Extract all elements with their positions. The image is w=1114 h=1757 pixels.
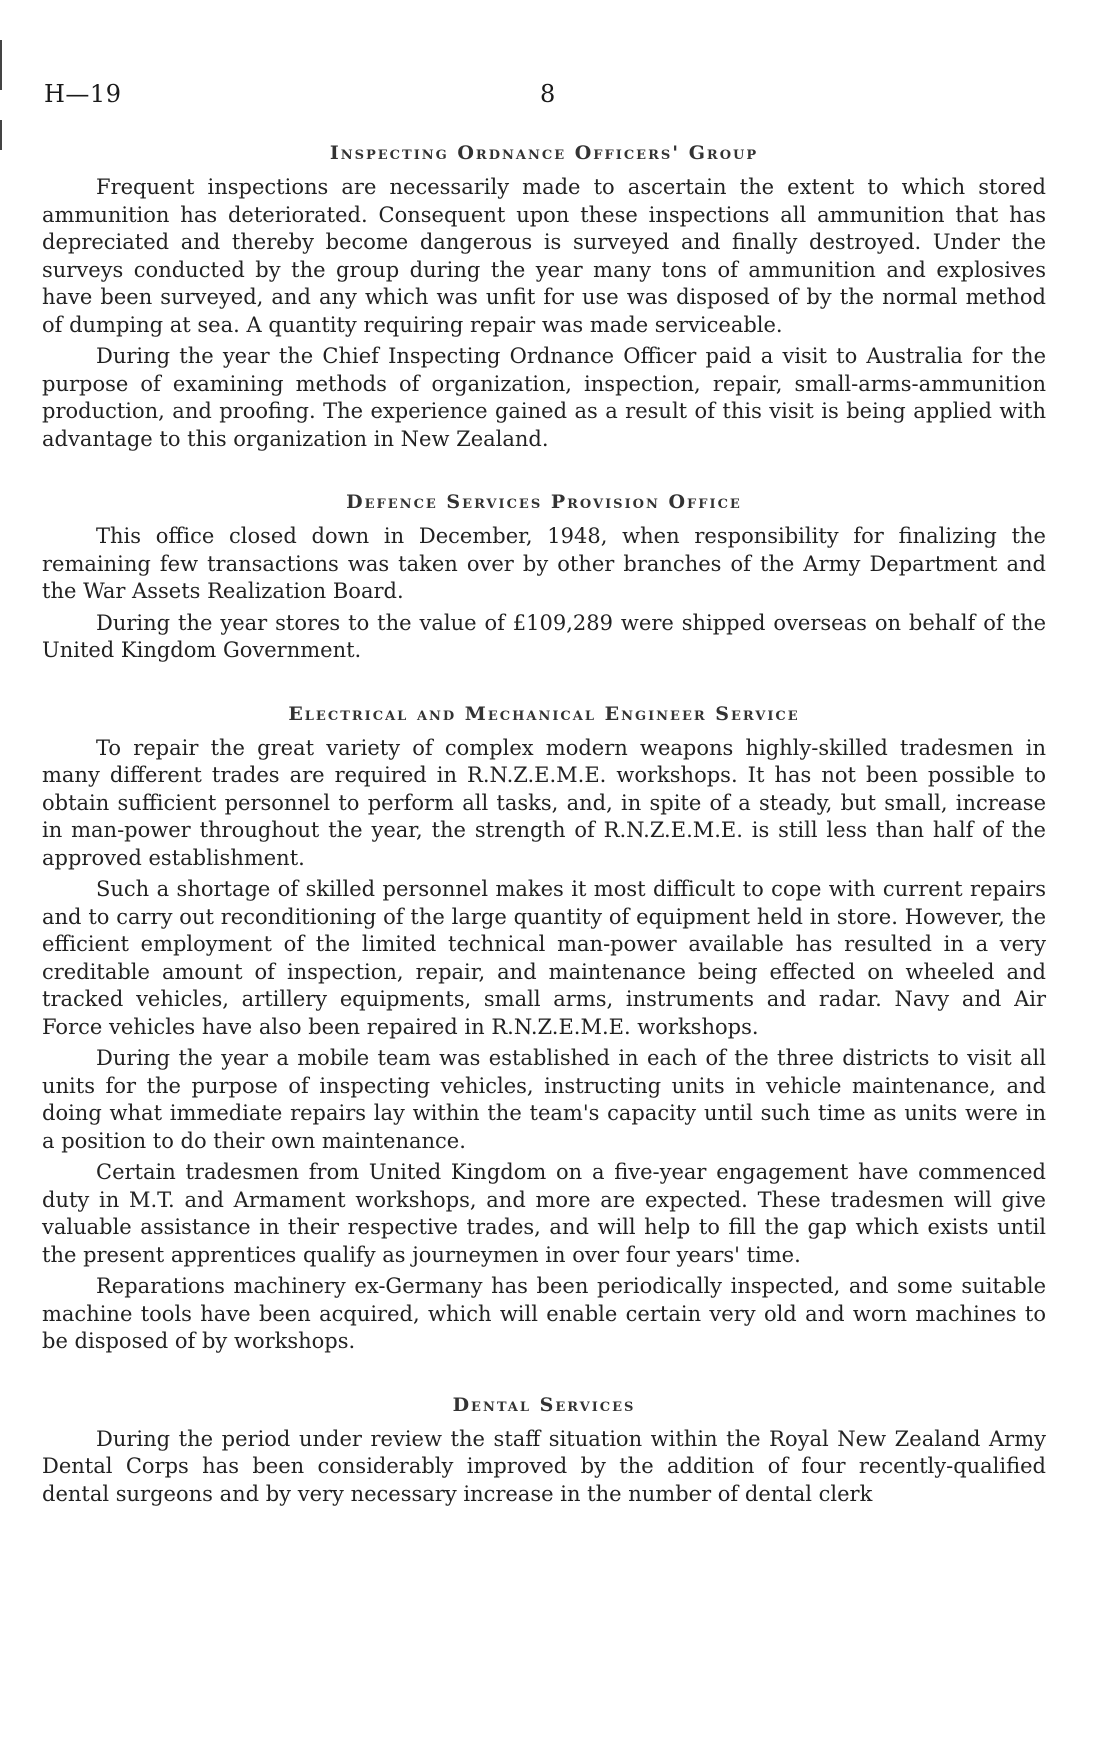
paragraph: This office closed down in December, 1948, when responsibility for finalizing the remaining few transactions was taken over by other branches of the Army Department and the War Assets Realization Board. bbox=[42, 524, 1046, 603]
paragraph: To repair the great variety of complex modern weapons highly-skilled tradesmen in many different trades are required in R.N.Z.E.M.E. workshops. It has not been possible to obtain sufficient personnel to perform all tasks, and, in spite of a steady, but small, increase in man-power throughout the year, the strength of R.N.Z.E.M.E. is still less than half of the approved establishment. bbox=[42, 735, 1046, 870]
section-electrical-mechanical bbox=[42, 703, 1046, 1356]
paragraph: Such a shortage of skilled personnel makes it most difficult to cope with current repairs and to carry out reconditioning of the large quantity of equipment held in store. However, the efficient employment of the limited technical man-power available has resulted in a very creditable amount of inspection, repair, and maintenance being effected on wheeled and tracked vehicles, artillery equipments, small arms, instruments and radar. Navy and Air Force vehicles have also been repaired in R.N.Z.E.M.E. workshops. bbox=[42, 877, 1046, 1039]
paragraph: Certain tradesmen from United Kingdom on a five-year engagement have commenced duty in M.T. and Armament workshops, and more are expected. These tradesmen will give valuable assistance in their respective trades, and will help to fill the gap which exists until the present apprentices qualify as journeymen in over four years' time. bbox=[42, 1160, 1046, 1267]
section-heading: Defence Services Provision Office bbox=[346, 491, 742, 513]
paragraph: During the year stores to the value of £109,289 were shipped overseas on behalf of the United Kingdom Government. bbox=[42, 610, 1046, 662]
paragraph: Reparations machinery ex-Germany has been periodically inspected, and some suitable machine tools have been acquired, which will enable certain very old and worn machines to be disposed of by workshops. bbox=[42, 1274, 1046, 1353]
page-edge-mark-middle bbox=[0, 120, 2, 150]
paragraph: During the year a mobile team was established in each of the three districts to visit all units for the purpose of inspecting vehicles, instructing units in vehicle maintenance, and doing what immediate repairs lay within the team's capacity until such time as units were in a position to do their own maintenance. bbox=[42, 1046, 1046, 1153]
report-id: H—19 bbox=[44, 80, 122, 108]
section-dental-services bbox=[42, 1394, 1046, 1509]
paragraph: During the period under review the staff situation within the Royal New Zealand Army Dental Corps has been considerably improved by the addition of four recently-qualified dental surgeons and by very necessary increase in the number of dental clerk bbox=[42, 1426, 1046, 1506]
page-edge-mark-top bbox=[0, 40, 2, 90]
document-body bbox=[42, 142, 1046, 1536]
section-inspecting-ordnance bbox=[42, 142, 1046, 453]
section-heading: Dental Services bbox=[452, 1393, 636, 1416]
section-heading: Inspecting Ordnance Officers' Group bbox=[329, 142, 759, 164]
section-defence-services-provision bbox=[42, 491, 1046, 665]
page-number: 8 bbox=[540, 80, 556, 108]
section-heading: Electrical and Mechanical Engineer Service bbox=[288, 702, 800, 725]
paragraph: During the year the Chief Inspecting Ordnance Officer paid a visit to Australia for the purpose of examining methods of organization, inspection, repair, small-arms-ammunition production, and proofing. The experience gained as a result of this visit is being applied with advantage to this organization in New Zealand. bbox=[42, 344, 1046, 451]
paragraph: Frequent inspections are necessarily made to ascertain the extent to which stored ammunition has deteriorated. Consequent upon these inspections all ammunition that has depreciated and thereby become dangerous is surveyed and finally destroyed. Under the surveys conducted by the group during the year many tons of ammunition and explosives have been surveyed, and any which was unfit for use was disposed of by the normal method of dumping at sea. A quantity requiring repair was made serviceable. bbox=[42, 175, 1046, 337]
